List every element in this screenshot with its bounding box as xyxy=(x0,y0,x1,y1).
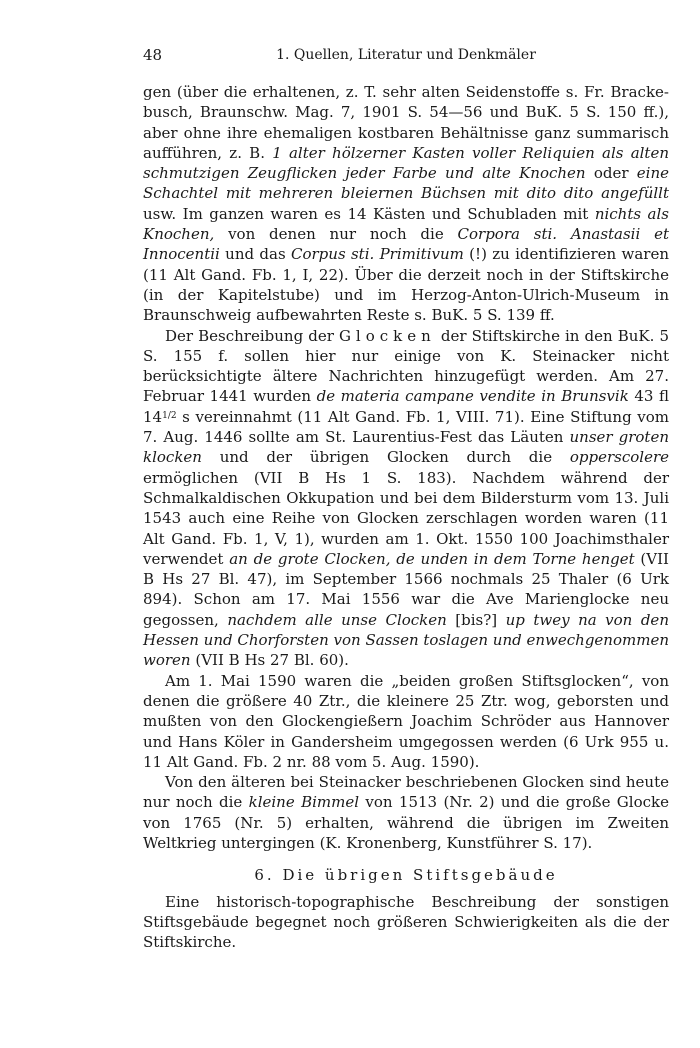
italic-quote: up twey na von den Hessen und Chorforsten von Sassen toslagen und enwechgenommen woren xyxy=(143,610,669,670)
text-run: oder xyxy=(585,164,637,183)
text-run: der Stiftskirche in den BuK. 5 S. 155 f. sollen hier nur einige von K. Steinacker nicht berücksichtigte ältere Nachrichten hinzugefügt werden. Am 27. Februar 1441 wurden xyxy=(143,326,669,406)
text-run: (!) zu identifizieren waren (11 Alt Gand. Fb. 1, I, 22). Über die derzeit noch in der Stiftskirche (in der Kapitelstube) und im Herzog-Anton-Ulrich-Museum in Braunschweig aufbewahrten Reste s. BuK. 5 S. 139 ff. xyxy=(143,245,669,325)
section-heading: 6. Die übrigen Stiftsgebäude xyxy=(254,866,558,885)
italic-quote: de materia campane vendite in Brunsvik xyxy=(316,387,629,406)
text-run: [bis?] xyxy=(446,610,506,629)
text-run: Von den älteren bei Steinacker beschriebenen Glocken sind heute nur noch die xyxy=(143,773,669,812)
text-run: gen (über die erhaltenen, z. T. sehr alten Seidenstoffe s. Fr. Brackebusch, Braunschw. Mag. 7, 1901 S. 54—56 und BuK. 5 S. 150 ff.), aber ohne ihre ehemaligen kostbaren Behältnisse ganz summarisch aufführen, z. B. xyxy=(143,83,669,162)
paragraph-surviving-bells xyxy=(143,772,669,853)
text-run: 43 fl 14 xyxy=(143,387,669,426)
italic-quote: an de grote Clocken, de unden in dem Torne henget xyxy=(229,549,635,568)
paragraph-1590: Am 1. Mai 1590 waren die „beiden großen Stiftsglocken“, von denen die größere 40 Ztr., die kleinere 25 Ztr. wog, geborsten und mußten von den Glockengießern Joachim Schröder aus Hannover und Hans Köler in Gandersheim umgegossen werden (6 Urk 955 u. 11 Alt Gand. Fb. 2 nr. 88 vom 5. Aug. 1590). xyxy=(143,671,669,771)
text-run: von 1513 (Nr. 2) und die große Glocke von 1765 (Nr. 5) erhalten, während die übrigen im Zweiten Weltkrieg untergingen (K. Kronenberg, Kunstführer S. 17). xyxy=(143,793,669,852)
italic-quote: nichts als Knochen, xyxy=(143,204,669,244)
page-number: 48 xyxy=(143,46,163,64)
spaced-term: Glocken xyxy=(338,326,436,345)
italic-quote: nachdem alle unse Clocken xyxy=(227,610,447,629)
text-run: (VII B Hs 27 Bl. 60). xyxy=(190,651,349,670)
page-header xyxy=(143,44,669,66)
text-run: usw. Im ganzen waren es 14 Kästen und Schubladen mit xyxy=(143,204,595,223)
italic-quote: 1 alter hölzerner Kasten voller Reliquien als alten schmutzigen Zeugflicken jeder Farbe und alte Knochen xyxy=(143,143,669,183)
italic-quote: Corpora sti. Anastasii et Innocentii xyxy=(143,225,669,264)
text-run: und das xyxy=(219,245,291,264)
italic-quote: opperscolere xyxy=(569,448,669,467)
paragraph-bells xyxy=(143,326,669,671)
italic-quote: eine Schachtel mit mehreren bleiernen Büchsen mit dito dito angefüllt xyxy=(143,164,669,203)
text-run: ermöglichen (VII B Hs 1 S. 183). Nachdem während der Schmalkaldischen Okkupation und bei dem Bildersturm vom 13. Juli 1543 auch eine Reihe von Glocken zerschlagen worden waren (11 Alt Gand. Fb. 1, V, 1), wurden am 1. Okt. 1550 100 Joachimsthaler verwendet xyxy=(143,468,669,568)
italic-quote: unser groten klocken xyxy=(143,428,669,467)
text-run: und der übrigen Glocken durch die xyxy=(201,448,570,467)
text-run: Der Beschreibung der xyxy=(165,326,339,345)
running-title: 1. Quellen, Literatur und Denkmäler xyxy=(276,47,536,63)
text-run: von denen nur noch die xyxy=(214,225,458,244)
italic-quote: Corpus sti. Primitivum xyxy=(291,245,464,264)
body-text xyxy=(143,82,669,952)
fraction-superscript: 1/2 xyxy=(162,410,177,421)
text-run: s vereinnahmt (11 Alt Gand. Fb. 1, VIII. 71). Eine Stiftung vom 7. Aug. 1446 sollte am St. Laurentius-Fest das Läuten xyxy=(143,407,669,447)
paragraph-relics xyxy=(143,82,669,326)
italic-quote: kleine Bimmel xyxy=(248,793,360,812)
paragraph-other-buildings: Eine historisch-topographische Beschreibung der sonstigen Stiftsgebäude begegnet noch größeren Schwierigkeiten als die der Stiftskirche. xyxy=(143,892,669,952)
text-run: (VII B Hs 27 Bl. 47), im September 1566 nochmals 25 Thaler (6 Urk 894). Schon am 17. Mai 1556 war die Ave Marienglocke neu gegossen, xyxy=(143,549,669,629)
